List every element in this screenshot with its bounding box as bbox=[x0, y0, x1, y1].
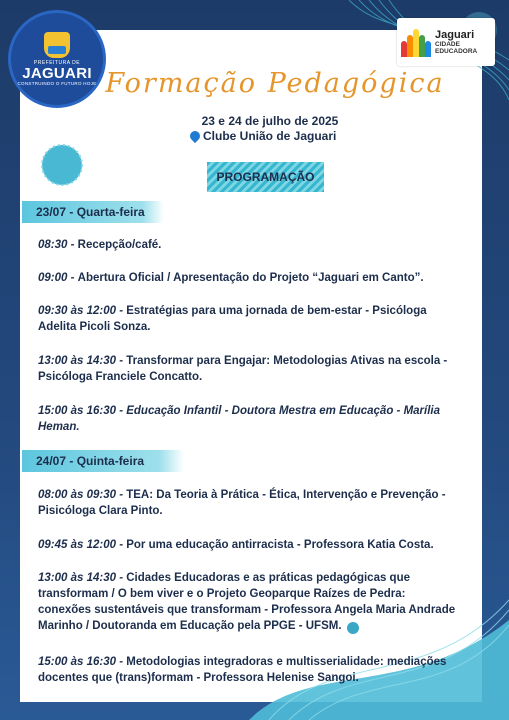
cidade-educadora-logo bbox=[397, 18, 495, 66]
entry-text-cont: Psicóloga Franciele Concatto. bbox=[38, 371, 203, 383]
logo-right-line3: EDUCADORA bbox=[435, 48, 478, 56]
logo-right-line1: Jaguari bbox=[435, 28, 475, 41]
entry-time: 09:30 às 12:00 - bbox=[38, 305, 127, 317]
entry-text-cont: conexões sustentáveis que transformam - Professora Angela Maria Andrade bbox=[38, 604, 456, 616]
list-item bbox=[38, 353, 478, 385]
entry-text: Estratégias para uma jornada de bem-estar - Psicóloga bbox=[126, 305, 427, 317]
logo-pref-text: PREFEITURA DE bbox=[33, 59, 81, 66]
list-item bbox=[38, 654, 478, 686]
entry-text: Recepção/café. bbox=[77, 239, 162, 251]
list-item bbox=[38, 403, 478, 435]
entry-text-cont: Heman. bbox=[38, 421, 80, 433]
location-pin-icon bbox=[188, 129, 202, 143]
entry-text-cont: Marinho / Doutoranda em Educação pela PPGE - UFSM. bbox=[38, 620, 342, 632]
venue-text: Clube União de Jaguari bbox=[203, 129, 337, 143]
logo-right-line2: CIDADE bbox=[435, 40, 460, 48]
hands-mark-icon bbox=[401, 27, 431, 57]
entry-time: 13:00 às 14:30 - bbox=[38, 355, 127, 367]
entry-text: Abertura Oficial / Apresentação do Projeto “Jaguari em Canto”. bbox=[77, 272, 424, 284]
entry-text-cont: Adelita Picoli Sonza. bbox=[38, 321, 151, 333]
day-tag-1 bbox=[22, 201, 164, 223]
program-banner bbox=[207, 162, 324, 192]
logo-city-text: JAGUARI bbox=[22, 64, 92, 82]
event-venue bbox=[190, 129, 350, 143]
crest-icon bbox=[44, 32, 70, 58]
entry-time: 08:00 às 09:30 - bbox=[38, 489, 127, 501]
list-item bbox=[38, 570, 478, 634]
entry-text: TEA: Da Teoria à Prática - Ética, Intervenção e Prevenção - bbox=[126, 489, 446, 501]
prefeitura-logo bbox=[8, 10, 106, 108]
entry-time: 08:30 - bbox=[38, 239, 78, 251]
entry-text-cont: docentes que (trans)formam - Professora Helenise Sangoi. bbox=[38, 672, 359, 684]
list-item bbox=[38, 303, 478, 335]
entry-text-cont: Pisicóloga Clara Pinto. bbox=[38, 505, 163, 517]
day1-label: 23/07 - Quarta-feira bbox=[36, 205, 145, 219]
entry-time: 13:00 às 14:30 - bbox=[38, 572, 127, 584]
list-item bbox=[38, 537, 478, 553]
list-item bbox=[38, 487, 478, 519]
day-tag-2 bbox=[22, 450, 184, 472]
entry-text: Educação Infantil - Doutora Mestra em Educação - Marília bbox=[126, 405, 441, 417]
list-item bbox=[38, 270, 478, 286]
program-label: PROGRAMAÇÃO bbox=[216, 170, 315, 184]
page-title: Formação Pedagógica bbox=[105, 68, 445, 99]
list-item bbox=[38, 237, 478, 253]
entry-text: Cidades Educadoras e as práticas pedagógicas que bbox=[126, 572, 411, 584]
entry-text: Metodologias integradoras e multisserialidade: mediações bbox=[126, 656, 447, 668]
entry-time: 15:00 às 16:30 - bbox=[38, 656, 127, 668]
logo-motto-text: CONSTRUINDO O FUTURO HOJE bbox=[17, 80, 97, 86]
entry-text-cont: transformam / O bem viver e o Projeto Geoparque Raízes de Pedra: bbox=[38, 588, 406, 600]
event-dates: 23 e 24 de julho de 2025 bbox=[201, 114, 339, 128]
entry-time: 09:00 - bbox=[38, 272, 78, 284]
entry-text: Transformar para Engajar: Metodologias Ativas na escola - bbox=[126, 355, 448, 367]
entry-time: 09:45 às 12:00 - bbox=[38, 539, 127, 551]
day2-label: 24/07 - Quinta-feira bbox=[36, 454, 145, 468]
entry-time: 15:00 às 16:30 - bbox=[38, 405, 127, 417]
entry-text: Por uma educação antirracista - Professora Katia Costa. bbox=[126, 539, 434, 551]
